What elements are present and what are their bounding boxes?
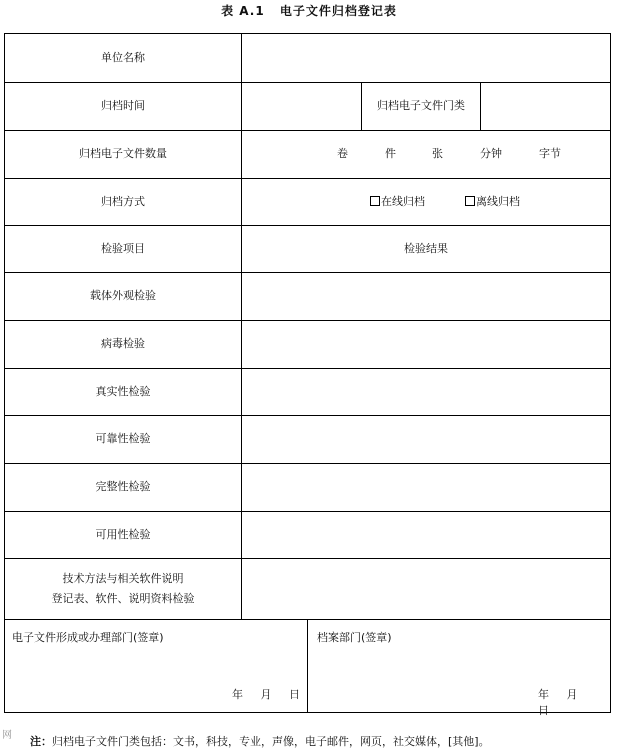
date-day: 日: [289, 688, 300, 701]
table-name: 电子文件归档登记表: [279, 4, 397, 18]
archive-dept-date: [538, 686, 610, 718]
table-number: 表 A.1: [221, 4, 265, 18]
offline-option[interactable]: [465, 193, 520, 209]
date-month: 月: [260, 688, 272, 701]
method-label: 归档方式: [101, 194, 145, 208]
date-year: 年: [538, 688, 549, 701]
check-item-virus: 病毒检验: [101, 337, 145, 350]
unit-minutes: 分钟: [480, 147, 502, 160]
unit-juan: 卷: [337, 147, 348, 160]
offline-checkbox[interactable]: [465, 196, 475, 206]
unit-zhang: 张: [432, 147, 443, 160]
unit-name-label: 单位名称: [101, 51, 145, 64]
registration-table: [4, 33, 611, 717]
check-item-header: 检验项目: [101, 241, 145, 255]
unit-jian: 件: [385, 147, 396, 160]
check-item-authenticity: 真实性检验: [95, 384, 151, 398]
tech-label-line2: 登记表、软件、说明资料检验: [51, 591, 195, 605]
tech-label-line1: 技术方法与相关软件说明: [62, 571, 184, 585]
online-option[interactable]: [370, 193, 425, 209]
check-item-reliability: 可靠性检验: [95, 432, 151, 445]
tech-description-label: [5, 558, 241, 619]
note-prefix: 注：: [30, 735, 52, 748]
online-option-label: 在线归档: [381, 195, 425, 208]
check-item-integrity: 完整性检验: [95, 480, 151, 493]
table-title: [0, 2, 618, 19]
category-value[interactable]: [481, 82, 610, 130]
note-text: 归档电子文件门类包括：文书，科技，专业，声像，电子邮件，网页，社交媒体，[其他]。: [52, 735, 490, 748]
check-item-usability: 可用性检验: [95, 527, 151, 541]
archive-time-value[interactable]: [242, 82, 361, 130]
check-item-carrier: 载体外观检验: [90, 289, 156, 302]
creating-dept-label: 电子文件形成或办理部门(签章): [12, 631, 164, 644]
online-checkbox[interactable]: [370, 196, 380, 206]
table-note: [30, 733, 490, 749]
archive-time-label: 归档时间: [101, 99, 145, 112]
date-year: 年: [232, 688, 243, 701]
check-result-header: 检验结果: [404, 241, 448, 255]
watermark: 网: [2, 730, 12, 741]
archive-dept-label: 档案部门(签章): [317, 631, 392, 644]
creating-dept-date: [232, 686, 314, 702]
date-day: 日: [538, 704, 549, 717]
unit-bytes: 字节: [539, 147, 561, 160]
category-label: 归档电子文件门类: [377, 99, 465, 112]
date-month: 月: [566, 688, 578, 701]
quantity-label: 归档电子文件数量: [79, 147, 167, 160]
unit-name-value[interactable]: [242, 34, 610, 82]
offline-option-label: 离线归档: [476, 195, 520, 208]
quantity-units: [242, 145, 610, 165]
